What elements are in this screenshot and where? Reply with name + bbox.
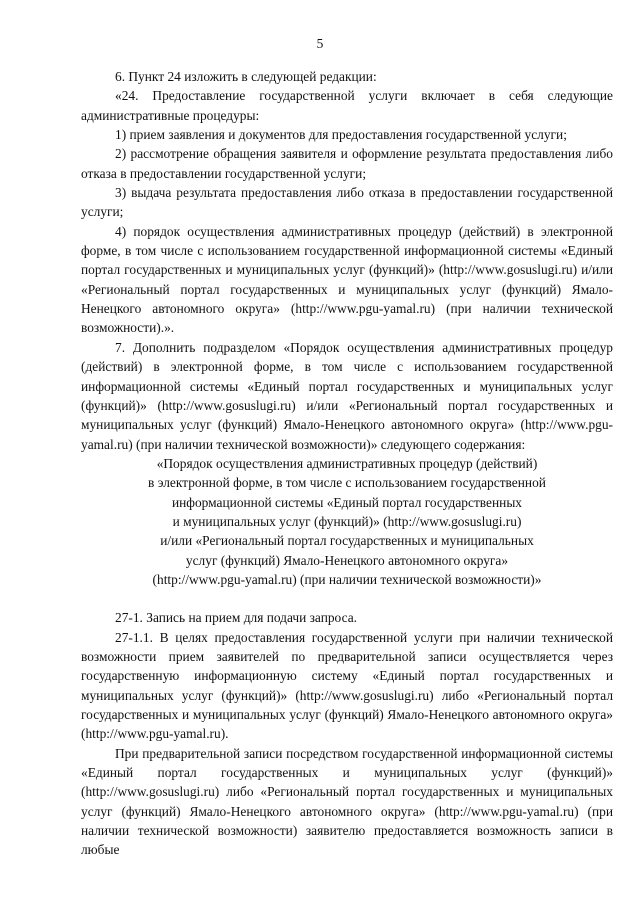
blank-line [81, 589, 613, 608]
heading-line: в электронной форме, в том числе с использованием государственной [148, 475, 546, 491]
heading-line: (http://www.pgu-yamal.ru) (при наличии технической возможности)» [152, 571, 542, 587]
document-body [81, 67, 613, 860]
heading-line: и муниципальных услуг (функций)» (http://www.gosuslugi.ru) [172, 513, 522, 529]
heading-line: информационной системы «Единый портал государственных [171, 494, 523, 510]
amendment-item-7: 7. Дополнить подразделом «Порядок осуществления административных процедур (действий) в электронной форме, в том числе с использованием государственной информационной системы «Единый портал государственных и муниципальных услуг (функций)» (http://www.gosuslugi.ru) и/или «Региональный портал государственных и муниципальных услуг (функций) Ямало-Ненецкого автономного округа» (http://www.pgu-yamal.ru) (при наличии технической возможности)» следующего содержания: [81, 339, 613, 452]
clause-24-intro: «24. Предоставление государственной услуги включает в себя следующие административные процедуры: [81, 88, 613, 123]
procedure-item-3: 3) выдача результата предоставления либо отказа в предоставлении государственной услуги; [81, 185, 613, 220]
heading-line: и/или «Региональный портал государственных и муниципальных [160, 533, 534, 549]
amendment-item-6: 6. Пункт 24 изложить в следующей редакции: [115, 69, 377, 84]
page-number: 5 [316, 36, 324, 51]
procedure-item-4: 4) порядок осуществления административных процедур (действий) в электронной форме, в том числе с использованием государственной информационной системы «Единый портал государственных и муниципальных услуг (функций)» (http://www.gosuslugi.ru) и/или «Региональный портал государственных и муниципальных услуг (функций) Ямало-Ненецкого автономного округа» (http://www.pgu-yamal.ru) (при наличии технической возможности).». [81, 223, 613, 336]
heading-line: услуг (функций) Ямало-Ненецкого автономного округа» [185, 552, 509, 568]
preregistration-paragraph: При предварительной записи посредством государственной информационной системы «Единый портал государственных и муниципальных услуг (функций)» (http://www.gosuslugi.ru) либо «Региональный портал государственных и муниципальных услуг (функций) Ямало-Ненецкого автономного округа» (http://www.pgu-yamal.ru) (при наличии технической возможности) заявителю предоставляется возможность записи в любые [81, 745, 613, 858]
subsection-heading [81, 454, 613, 589]
heading-line: «Порядок осуществления административных процедур (действий) [156, 455, 538, 471]
procedure-item-2: 2) рассмотрение обращения заявителя и оформление результата предоставления либо отказа в предоставлении государственной услуги; [81, 146, 613, 181]
section-27-1-title: 27-1. Запись на прием для подачи запроса. [115, 610, 357, 626]
section-27-1-1: 27-1.1. В целях предоставления государственной услуги при наличии технической возможности прием заявителей по предварительной записи осуществляется через государственную информационную систему «Единый портал государственных и муниципальных услуг (функций)» (http://www.gosuslugi.ru) либо «Региональный портал государственных и муниципальных услуг (функций) Ямало-Ненецкого автономного округа» (http://www.pgu-yamal.ru). [81, 629, 613, 742]
procedure-item-1: 1) прием заявления и документов для предоставления государственной услуги; [115, 127, 567, 143]
